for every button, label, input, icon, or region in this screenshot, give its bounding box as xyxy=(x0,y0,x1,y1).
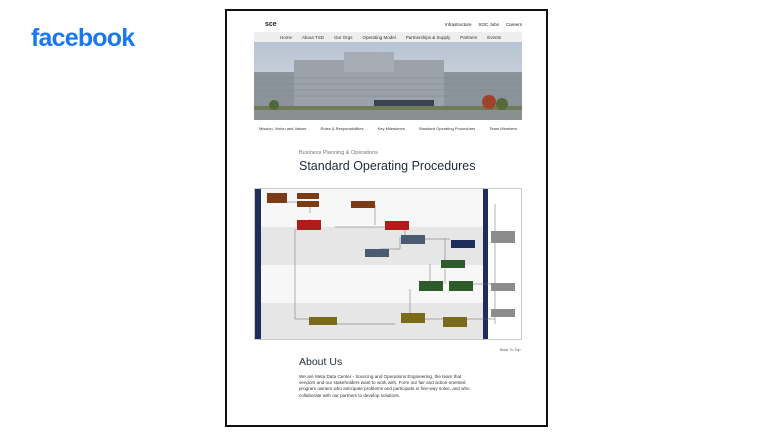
main-nav xyxy=(254,32,522,42)
process-flowchart xyxy=(254,188,522,340)
sub-nav-item[interactable]: Roles & Responsibilities xyxy=(320,125,364,131)
nav-item[interactable]: Partners xyxy=(460,34,478,40)
data-center-building-image xyxy=(254,42,522,120)
sub-nav xyxy=(254,123,522,133)
page-eyebrow: Business Planning & Operations xyxy=(299,150,378,156)
utility-links xyxy=(445,22,522,27)
nav-item[interactable]: Operating Model xyxy=(362,34,396,40)
utility-link[interactable]: SOC Jobs xyxy=(478,22,499,27)
sub-nav-item[interactable]: Standard Operating Procedures xyxy=(418,125,476,131)
facebook-logo: facebook xyxy=(31,24,135,52)
nav-item[interactable]: Our Orgs xyxy=(333,34,353,40)
sub-nav-item[interactable]: Team Members xyxy=(489,125,517,131)
about-paragraph: We are Meta Data Center - Sourcing and Operations Engineering, the team that vendors and our stakeholders want to work with. Form our fair and action-oriented program owners who anticipate problems and participate in fine-way solve, and who collaborate with our partners to develop solutions. xyxy=(299,374,470,398)
site-brand[interactable]: sce xyxy=(265,21,277,28)
utility-link[interactable]: Careers xyxy=(505,22,522,27)
utility-link[interactable]: Infrastructure xyxy=(444,22,472,27)
back-to-top-link[interactable]: Back To Top xyxy=(500,348,521,352)
sub-nav-item[interactable]: Key Milestones xyxy=(377,125,405,131)
webpage-screenshot xyxy=(225,9,548,427)
nav-item[interactable]: About TSD xyxy=(302,34,324,40)
page-title: Standard Operating Procedures xyxy=(299,159,476,173)
nav-item[interactable]: Events xyxy=(487,34,502,40)
hero-image xyxy=(254,42,522,120)
flowchart-graphic xyxy=(255,189,521,339)
about-heading: About Us xyxy=(299,356,343,368)
nav-item[interactable]: Home xyxy=(280,34,293,40)
sub-nav-item[interactable]: Mission, Vision and Values xyxy=(259,125,307,131)
nav-item[interactable]: Partnerships & Supply xyxy=(405,34,451,40)
